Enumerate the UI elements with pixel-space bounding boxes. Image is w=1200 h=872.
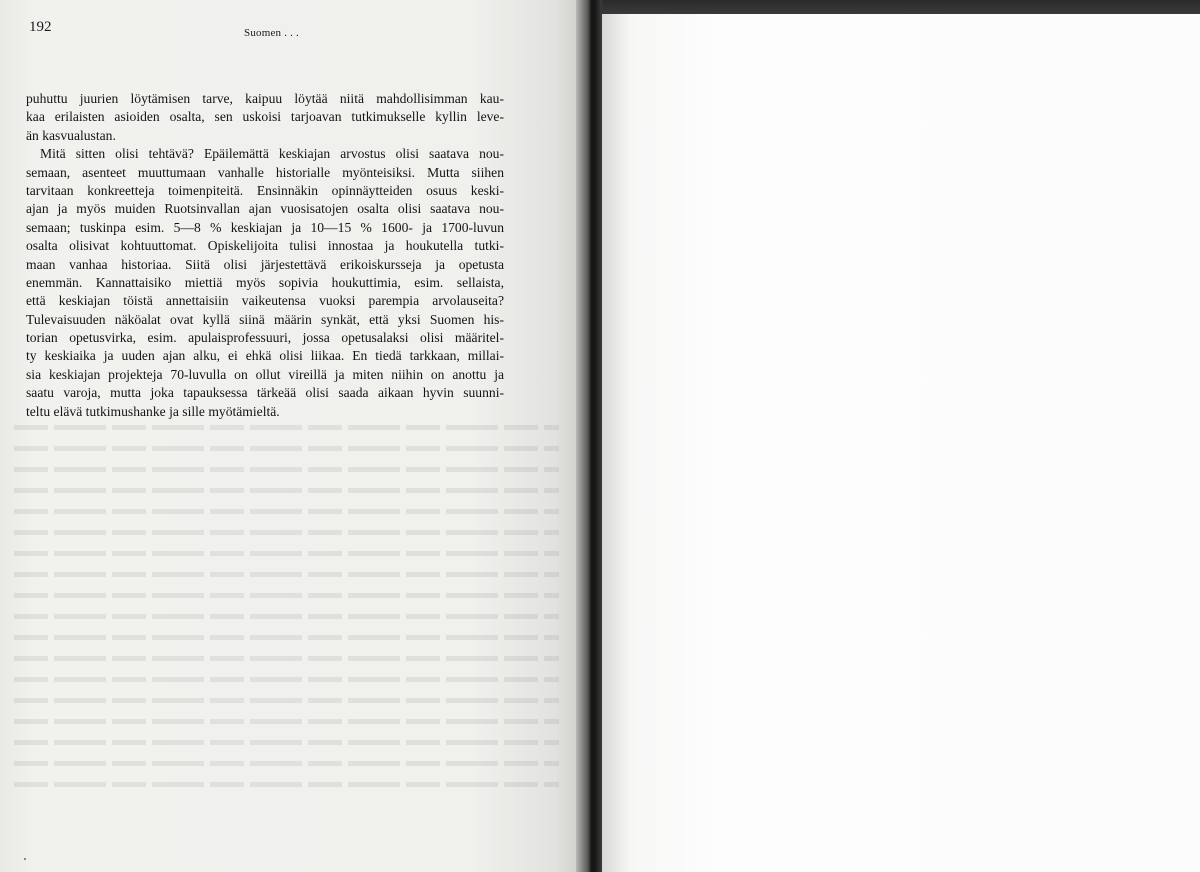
body-text <box>26 90 504 421</box>
text-line: semaan; tuskinpa esim. 5—8 % keskiajan ja 10—15 % 1600- ja 1700-luvun <box>26 219 504 235</box>
text-line: ajan ja myös muiden Ruotsinvallan ajan vuosisatojen osalta olisi saatava nou- <box>26 201 504 217</box>
text-line: semaan, asenteet muuttumaan vanhalle historialle myönteisiksi. Mutta siihen <box>26 164 504 180</box>
text-line: ty keskiaika ja uuden ajan alku, ei ehkä olisi liikaa. En tiedä tarkkaan, millai- <box>26 348 504 364</box>
text-line: saatu varoja, mutta joka tapauksessa tärkeää olisi saada aikaan hyvin suunni- <box>26 385 504 401</box>
show-through-texture <box>14 425 559 825</box>
book-gutter <box>576 0 602 872</box>
running-head: Suomen . . . <box>244 27 299 39</box>
text-line: maan vanhaa historiaa. Siitä olisi järjestettävä erikoiskursseja ja opetusta <box>26 256 504 272</box>
text-line: än kasvualustan. <box>26 127 116 143</box>
text-line: osalta olisivat kohtuuttomat. Opiskelijoita tulisi innostaa ja houkutella tutki- <box>26 238 504 254</box>
text-line: että keskiajan töistä annettaisiin vaikeutensa vuoksi parempia arvolauseita? <box>26 293 504 309</box>
text-line: puhuttu juurien löytämisen tarve, kaipuu löytää niitä mahdollisimman kau- <box>26 91 504 106</box>
text-line: Mitä sitten olisi tehtävä? Epäilemättä keskiajan arvostus olisi saatava nou- <box>40 146 504 162</box>
text-line: tarvitaan konkreetteja toimenpiteitä. Ensinnäkin opinnäytteiden osuus keski- <box>26 182 504 198</box>
text-line: sia keskiajan projekteja 70-luvulla on ollut vireillä ja miten niihin on anottu ja <box>26 366 504 382</box>
text-line: torian opetusvirka, esim. apulaisprofessuuri, jossa opetusalaksi olisi määritel- <box>26 330 504 346</box>
page-number: 192 <box>29 19 52 35</box>
text-line: kaa erilaisten asioiden osalta, sen uskoisi tarjoavan tutkimukselle kyllin leve- <box>26 109 504 125</box>
right-page-top-edge <box>600 0 1200 14</box>
text-line: Tulevaisuuden näköalat ovat kyllä siinä määrin synkät, että yksi Suomen his- <box>26 311 504 327</box>
left-page <box>0 0 590 872</box>
right-page-blank <box>600 14 1200 872</box>
text-line: enemmän. Kannattaisiko miettiä myös sopivia houkuttimia, esim. sellaista, <box>26 274 504 290</box>
paper-speck <box>24 858 26 860</box>
text-line: teltu elävä tutkimushanke ja sille myötämieltä. <box>26 403 280 419</box>
